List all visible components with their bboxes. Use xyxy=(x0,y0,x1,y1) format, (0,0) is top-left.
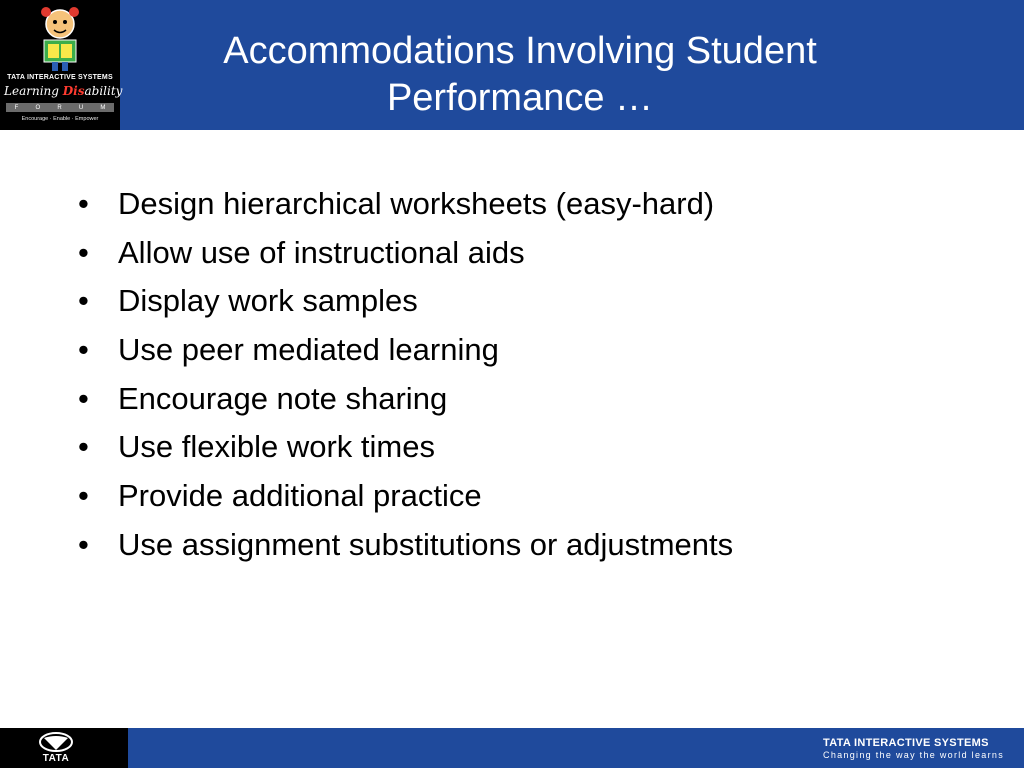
footer-brand-name: TATA INTERACTIVE SYSTEMS xyxy=(823,737,989,749)
logo-brand-learning: Learning xyxy=(4,84,63,98)
header-bar xyxy=(0,0,1024,130)
footer-brand-tagline: Changing the way the world learns xyxy=(823,750,1004,760)
bullet-text: Use peer mediated learning xyxy=(118,332,499,368)
footer-tata-logo xyxy=(0,728,128,768)
bullet-text: Provide additional practice xyxy=(118,478,482,514)
logo-brand-dis: Dis xyxy=(62,84,85,98)
logo-forum-letter: U xyxy=(78,104,84,111)
slide-title: Accommodations Involving Student Performance … xyxy=(223,30,817,119)
bullet-dot: • xyxy=(78,429,89,465)
bullet-text: Display work samples xyxy=(118,283,418,319)
bullet-dot: • xyxy=(78,283,89,319)
bullet-item xyxy=(78,472,733,521)
bullet-dot: • xyxy=(78,526,89,562)
bullet-item xyxy=(78,423,733,472)
tata-emblem-icon xyxy=(38,732,74,752)
child-reading-mascot-icon xyxy=(30,4,90,72)
bullet-text: Encourage note sharing xyxy=(118,380,448,416)
bullet-dot: • xyxy=(78,186,89,221)
bullet-item xyxy=(78,375,733,424)
bullet-item xyxy=(78,521,733,570)
logo-company-name: TATA INTERACTIVE SYSTEMS xyxy=(7,74,113,81)
logo-brand-name xyxy=(4,84,123,98)
bullet-list xyxy=(78,180,733,570)
footer-bar xyxy=(0,728,1024,768)
bullet-item xyxy=(78,326,733,375)
bullet-item xyxy=(78,180,733,229)
bullet-item xyxy=(78,277,733,326)
bullet-dot: • xyxy=(78,380,89,416)
bullet-dot: • xyxy=(78,332,89,368)
logo-tagline: Encourage · Enable · Empower xyxy=(21,116,99,122)
learning-disability-forum-logo xyxy=(0,0,123,130)
bullet-text: Design hierarchical worksheets (easy-hard) xyxy=(118,186,715,221)
bullet-text: Use flexible work times xyxy=(118,429,435,465)
bullet-dot: • xyxy=(78,478,89,514)
logo-forum-letter: M xyxy=(100,104,106,111)
footer-brand xyxy=(823,737,1004,760)
footer-tata-word: TATA xyxy=(42,753,70,764)
logo-forum-letter: O xyxy=(35,104,41,111)
bullet-text: Use assignment substitutions or adjustments xyxy=(118,526,734,562)
logo-forum-letter: F xyxy=(14,104,19,111)
logo-brand-ability: ability xyxy=(84,84,123,98)
bullet-item xyxy=(78,229,733,278)
bullet-dot: • xyxy=(78,234,89,270)
logo-forum-letter: R xyxy=(57,104,62,111)
logo-forum-strip xyxy=(6,103,114,112)
bullet-text: Allow use of instructional aids xyxy=(118,234,525,270)
